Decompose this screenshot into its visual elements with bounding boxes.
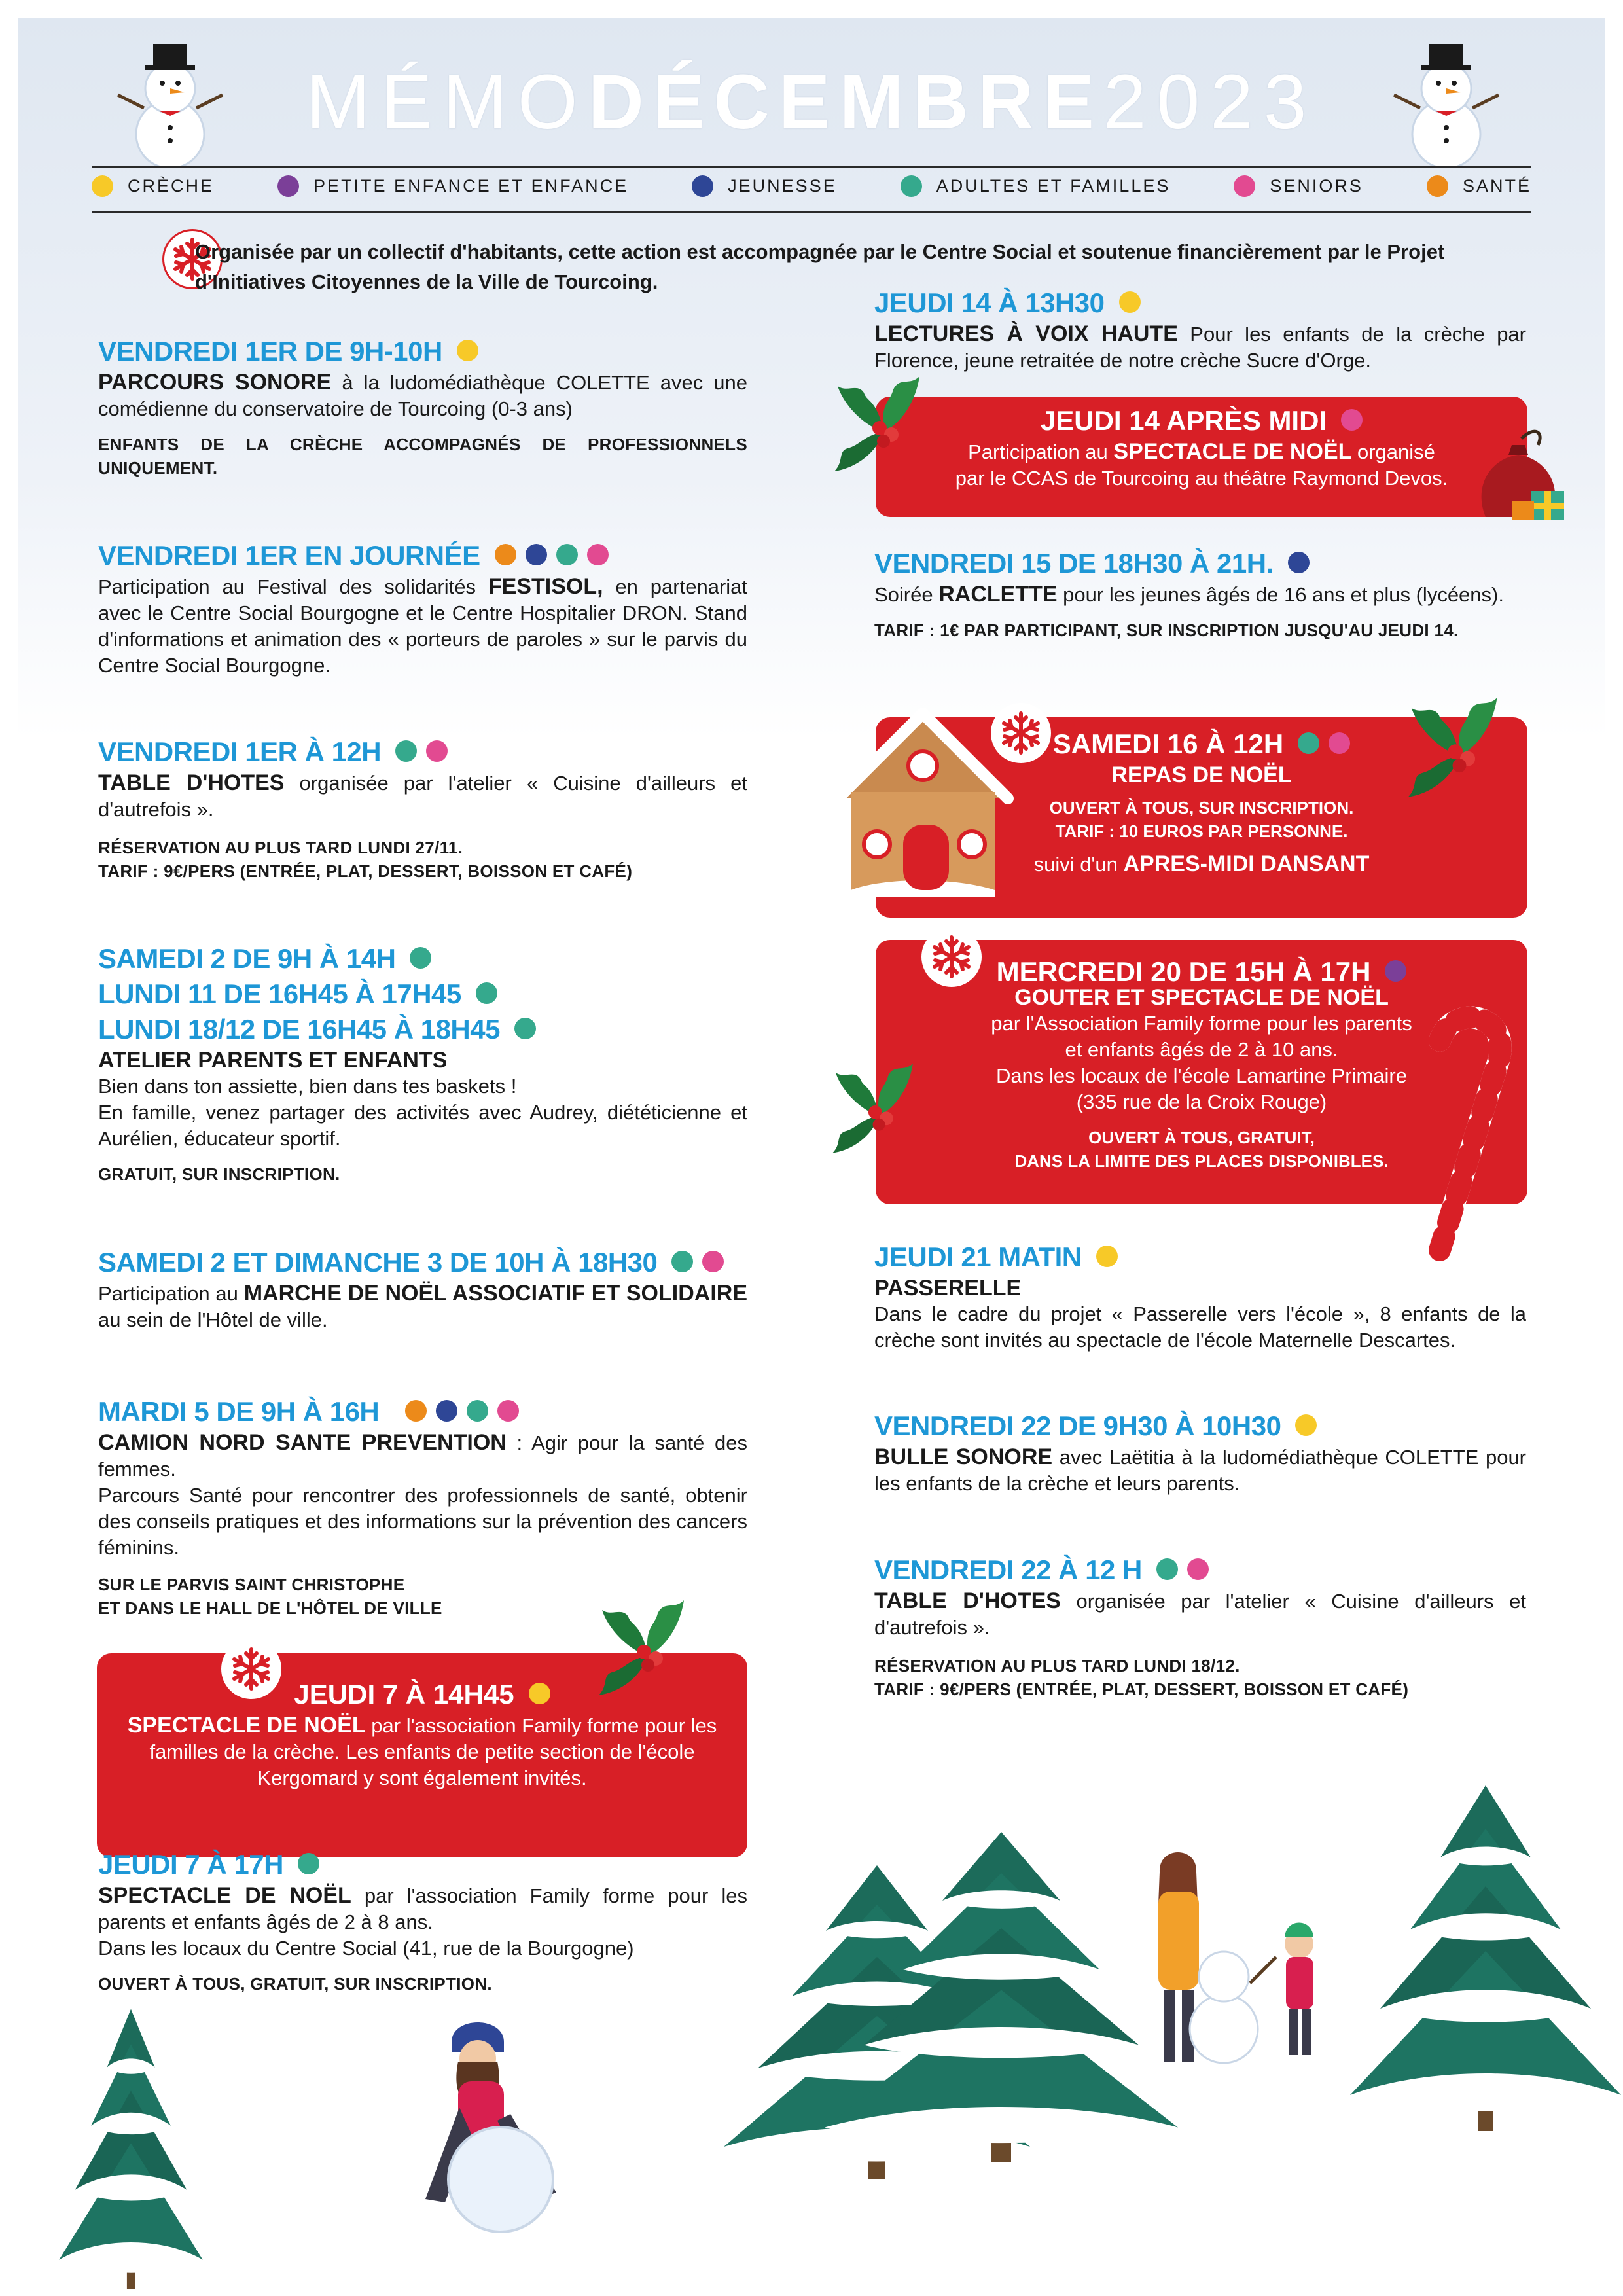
seniors-dot-icon — [1234, 175, 1255, 197]
gift-sack-icon — [1472, 419, 1577, 530]
jeunesse-dot-icon — [526, 544, 547, 565]
creche-dot-icon — [92, 175, 113, 197]
event-right-8: VENDREDI 22 À 12 H TABLE D'HOTES organisée par l'atelier « Cuisine d'ailleurs et d'autrefois ». RÉSERVATION AU PLUS TARD LUNDI 18/12. TARIF : 9€/PERS (ENTRÉE, PLAT, DESSERT, BOISSON ET CAFÉ) — [874, 1552, 1526, 1701]
legend-item-seniors: SENIORS — [1234, 175, 1363, 197]
seniors-dot-icon — [497, 1400, 519, 1422]
event-heading: VENDREDI 22 À 12 H — [874, 1552, 1526, 1588]
event-heading: SAMEDI 2 ET DIMANCHE 3 DE 10H À 18H30 — [98, 1245, 747, 1280]
adultes-dot-icon — [410, 947, 431, 969]
adultes-dot-icon — [395, 740, 417, 762]
event-right-3: VENDREDI 15 DE 18H30 À 21H. Soirée RACLETTE pour les jeunes âgés de 16 ans et plus (lycéens). TARIF : 1€ PAR PARTICIPANT, SUR INSCRIPTION JUSQU'AU JEUDI 14. — [874, 546, 1526, 642]
event-heading: VENDREDI 1ER EN JOURNÉE — [98, 538, 747, 573]
sante-dot-icon — [1427, 175, 1448, 197]
event-heading: MARDI 5 DE 9H À 16H — [98, 1394, 747, 1429]
candy-cane-icon — [1414, 988, 1558, 1270]
legend-item-jeunesse: JEUNESSE — [692, 175, 837, 197]
legend — [92, 175, 1531, 197]
adultes-dot-icon — [467, 1400, 488, 1422]
event-right-1: JEUDI 14 À 13H30 LECTURES À VOIX HAUTE Pour les enfants de la crèche par Florence, jeune retraitée de notre crèche Sucre d'Orge. — [874, 285, 1526, 374]
enfance-dot-icon — [277, 175, 299, 197]
fir-tree-icon — [1348, 1649, 1623, 2278]
jeunesse-dot-icon — [692, 175, 713, 197]
legend-item-sante: SANTÉ — [1427, 175, 1531, 197]
intro-text: Organisée par un collectif d'habitants, cette action est accompagnée par le Centre Social et soutenue financièrement par le Projet d'Initiatives Citoyennes de la Ville de Tourcoing. — [195, 240, 1445, 293]
adultes-dot-icon — [514, 1018, 536, 1039]
creche-dot-icon — [1119, 291, 1141, 313]
event-left-3: VENDREDI 1ER À 12H TABLE D'HOTES organisée par l'atelier « Cuisine d'ailleurs et d'autrefois ». RÉSERVATION AU PLUS TARD LUNDI 27/11. TARIF : 9€/PERS (ENTRÉE, PLAT, DESSERT, BOISSON ET CAFÉ) — [98, 734, 747, 883]
sante-dot-icon — [405, 1400, 427, 1422]
creche-dot-icon — [457, 340, 478, 361]
holly-icon — [1381, 681, 1538, 831]
seniors-dot-icon — [702, 1251, 724, 1272]
event-heading: JEUDI 14 À 13H30 — [874, 285, 1526, 321]
legend-item-adultes: ADULTES ET FAMILLES — [901, 175, 1171, 197]
legend-item-creche: CRÈCHE — [92, 175, 214, 197]
legend-item-enfance: PETITE ENFANCE ET ENFANCE — [277, 175, 628, 197]
creche-dot-icon — [1096, 1246, 1118, 1267]
divider — [92, 166, 1531, 168]
seniors-dot-icon — [1341, 409, 1363, 431]
event-heading: MERCREDI 20 DE 15H À 17H — [876, 954, 1527, 990]
event-left-5: SAMEDI 2 ET DIMANCHE 3 DE 10H À 18H30 Participation au MARCHE DE NOËL ASSOCIATIF ET SOLIDAIRE au sein de l'Hôtel de ville. — [98, 1245, 747, 1333]
snowflake-icon — [221, 1639, 281, 1699]
event-right-2-card: JEUDI 14 APRÈS MIDI Participation au SPECTACLE DE NOËL organisé par le CCAS de Tourcoing au théâtre Raymond Devos. — [876, 397, 1527, 517]
event-heading: JEUDI 14 APRÈS MIDI — [876, 403, 1527, 439]
adultes-dot-icon — [1156, 1558, 1178, 1580]
event-heading: JEUDI 7 À 14H45 — [97, 1677, 747, 1712]
event-left-7-card: JEUDI 7 À 14H45 SPECTACLE DE NOËL par l'association Family forme pour les familles de la crèche. Les enfants de petite section de l'école Kergomard y sont également invités. — [97, 1653, 747, 1857]
divider — [92, 211, 1531, 213]
family-snowman-icon — [1126, 1846, 1335, 2081]
event-heading: VENDREDI 1ER DE 9H-10H — [98, 334, 747, 369]
seniors-dot-icon — [1329, 732, 1350, 754]
seniors-dot-icon — [426, 740, 448, 762]
event-left-8: JEUDI 7 À 17H SPECTACLE DE NOËL par l'association Family forme pour les parents et enfants âgés de 2 à 8 ans. Dans les locaux du Centre Social (41, rue de la Bourgogne) OUVERT À TOUS, GRATUIT, SUR INSCRIPTION. — [98, 1847, 747, 1996]
child-snowball-icon — [406, 2003, 576, 2238]
holly-icon — [825, 373, 942, 491]
seniors-dot-icon — [1187, 1558, 1209, 1580]
holly-icon — [589, 1597, 707, 1715]
creche-dot-icon — [529, 1683, 550, 1704]
creche-dot-icon — [1295, 1414, 1317, 1436]
event-heading: VENDREDI 15 DE 18H30 À 21H. — [874, 546, 1526, 581]
event-left-1: VENDREDI 1ER DE 9H-10H PARCOURS SONORE à la ludomédiathèque COLETTE avec une comédienne du conservatoire de Tourcoing (0-3 ans) ENFANTS DE LA CRÈCHE ACCOMPAGNÉS DE PROFESSIONNELS UNIQUEMENT. — [98, 334, 747, 480]
event-heading: JEUDI 7 À 17H — [98, 1847, 747, 1882]
enfance-dot-icon — [1385, 960, 1406, 982]
jeunesse-dot-icon — [436, 1400, 457, 1422]
seniors-dot-icon — [587, 544, 609, 565]
adultes-dot-icon — [556, 544, 578, 565]
event-right-5-card: MERCREDI 20 DE 15H À 17H GOUTER ET SPECTACLE DE NOËL par l'Association Family forme pour les parents et enfants âgés de 2 à 10 ans. Dans les locaux de l'école Lamartine Primaire (335 rue de la Croix Rouge) OUVERT À TOUS, GRATUIT, DANS LA LIMITE DES PLACES DISPONIBLES. — [876, 940, 1527, 1204]
gingerbread-house-icon — [825, 700, 1021, 903]
event-right-7: VENDREDI 22 DE 9H30 À 10H30 BULLE SONORE avec Laëtitia à la ludomédiathèque COLETTE pour les enfants de la crèche et leurs parents. — [874, 1408, 1526, 1497]
fir-tree-icon — [46, 1996, 216, 2291]
sante-dot-icon — [495, 544, 516, 565]
snowflake-icon — [921, 927, 982, 987]
page-title: MÉMODÉCEMBRE2023 — [306, 59, 1317, 145]
holly-icon — [823, 1060, 935, 1172]
adultes-dot-icon — [671, 1251, 693, 1272]
adultes-dot-icon — [901, 175, 922, 197]
event-right-4-card: SAMEDI 16 À 12H REPAS DE NOËL OUVERT À TOUS, SUR INSCRIPTION. TARIF : 10 EUROS PAR PERSONNE. suivi d'un APRES-MIDI DANSANT — [876, 717, 1527, 918]
adultes-dot-icon — [298, 1853, 319, 1874]
event-left-6: MARDI 5 DE 9H À 16H CAMION NORD SANTE PREVENTION : Agir pour la santé des femmes. Parcours Santé pour rencontrer des professionnels de santé, obtenir des conseils pratiques et des informations sur la prévention des cancers féminins. SUR LE PARVIS SAINT CHRISTOPHE ET DANS LE HALL DE L'HÔTEL DE VILLE — [98, 1394, 747, 1620]
event-heading: VENDREDI 22 DE 9H30 À 10H30 — [874, 1408, 1526, 1444]
event-right-6: JEUDI 21 MATIN PASSERELLE Dans le cadre du projet « Passerelle vers l'école », 8 enfants de la crèche sont invités au spectacle de l'école Maternelle Descartes. — [874, 1240, 1526, 1354]
jeunesse-dot-icon — [1288, 552, 1310, 573]
adultes-dot-icon — [1298, 732, 1319, 754]
event-heading: SAMEDI 16 À 12H — [876, 726, 1527, 762]
event-heading: VENDREDI 1ER À 12H — [98, 734, 747, 770]
adultes-dot-icon — [476, 982, 497, 1004]
event-left-2: VENDREDI 1ER EN JOURNÉE Participation au Festival des solidarités FESTISOL, en partenariat avec le Centre Social Bourgogne et le Centre Hospitalier DRON. Stand d'informations et animation des « porteurs de paroles » sur le parvis du Centre Social Bourgogne. — [98, 538, 747, 679]
event-left-4: SAMEDI 2 DE 9H À 14H LUNDI 11 DE 16H45 À 17H45 LUNDI 18/12 DE 16H45 À 18H45 ATELIER PARENTS ET ENFANTS Bien dans ton assiette, bien dans tes baskets ! En famille, venez partager des activités avec Audrey, diététicienne et Aurélien, éducateur sportif. GRATUIT, SUR INSCRIPTION. — [98, 943, 747, 1184]
event-heading: JEUDI 21 MATIN — [874, 1240, 1526, 1275]
